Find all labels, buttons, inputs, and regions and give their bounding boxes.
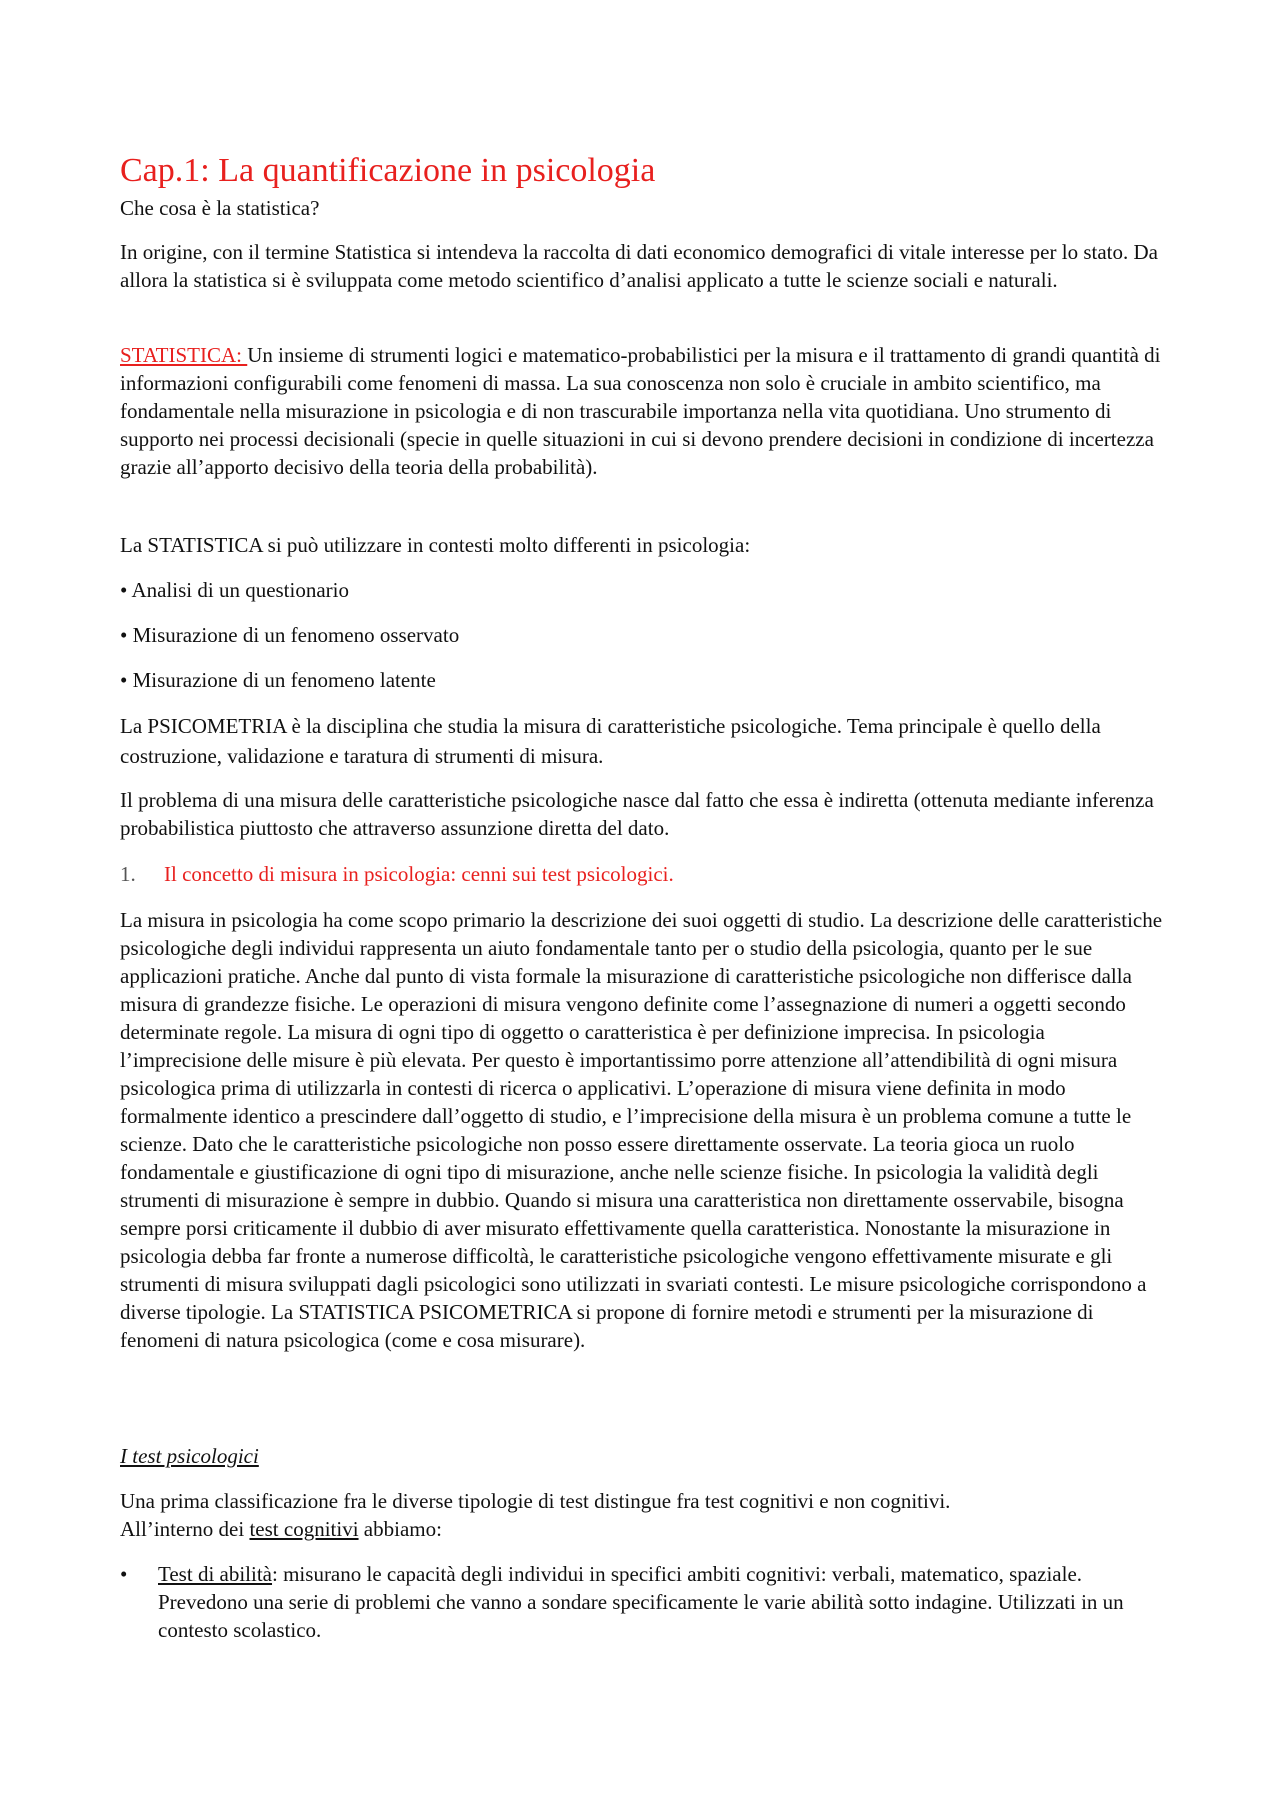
paragraph-classificazione: Una prima classificazione fra le diverse tipologie di test distingue fra test cognitivi e non cognitivi. All’interno dei test cognitivi abbiamo: bbox=[120, 1489, 951, 1541]
paragraph-psicometria: La PSICOMETRIA è la disciplina che studia la misura di caratteristiche psicologiche. Tema principale è quello della costruzione, validazione e taratura di strumenti di misura. bbox=[120, 714, 1101, 768]
paragraph-statistica-definition bbox=[120, 341, 1170, 481]
bullet-fenomeno-osservato: • Misurazione di un fenomeno osservato bbox=[120, 623, 460, 647]
paragraph-contexts: La STATISTICA si può utilizzare in contesti molto differenti in psicologia: bbox=[120, 533, 751, 557]
test-abilita-term: Test di abilità bbox=[158, 1562, 273, 1586]
section-title: Il concetto di misura in psicologia: cenni sui test psicologici. bbox=[164, 862, 674, 886]
paragraph-problema: Il problema di una misura delle caratteristiche psicologiche nasce dal fatto che essa è indiretta (ottenuta mediante inferenza probabilistica piuttosto che attraverso assunzione diretta del dato. bbox=[120, 788, 1154, 840]
bullet-dot: • bbox=[120, 1562, 128, 1586]
section-heading-1 bbox=[120, 860, 1170, 888]
statistica-label: STATISTICA: bbox=[120, 343, 248, 367]
test-cognitivi-term: test cognitivi bbox=[249, 1517, 359, 1541]
bullet-questionario: • Analisi di un questionario bbox=[120, 578, 350, 602]
test-psicologici-heading: I test psicologici bbox=[120, 1444, 259, 1468]
subtitle: Che cosa è la statistica? bbox=[120, 196, 320, 220]
paragraph-origin: In origine, con il termine Statistica si intendeva la raccolta di dati economico demografici di vitale interesse per lo stato. Da allora la statistica si è sviluppata come metodo scientifico d’analisi applicato a tutte le scienze sociali e naturali. bbox=[120, 240, 1158, 292]
paragraph-misura: La misura in psicologia ha come scopo primario la descrizione dei suoi oggetti di studio. La descrizione delle caratteristiche psicologiche degli individui rappresenta un aiuto fondamentale tanto per o studio della psicologia, quanto per le sue applicazioni pratiche. Anche dal punto di vista formale la misurazione di caratteristiche psicologiche non differisce dalla misura di grandezze fisiche. Le operazioni di misura vengono definite come l’assegnazione di numeri a oggetti secondo determinate regole. La misura di ogni tipo di oggetto o caratteristica è per definizione imprecisa. In psicologia l’imprecisione delle misure è più elevata. Per questo è importantissimo porre attenzione all’attendibilità di ogni misura psicologica prima di utilizzarla in contesti di ricerca o applicativi. L’operazione di misura viene definita in modo formalmente identico a prescindere dall’oggetto di studio, e l’imprecisione della misura è un problema comune a tutte le scienze. Dato che le caratteristiche psicologiche non posso essere direttamente osservate. La teoria gioca un ruolo fondamentale e giustificazione di ogni tipo di misurazione, anche nelle scienze fisiche. In psicologia la validità degli strumenti di misurazione è sempre in dubbio. Quando si misura una caratteristica non direttamente osservabile, bisogna sempre porsi criticamente il dubbio di aver misurato effettivamente quella caratteristica. Nonostante la misurazione in psicologia debba far fronte a numerose difficoltà, le caratteristiche psicologiche vengono effettivamente misurate e gli strumenti di misura sviluppati dagli psicologici sono utilizzati in svariati contesti. Le misure psicologiche corrispondono a diverse tipologie. La STATISTICA PSICOMETRICA si propone di fornire metodi e strumenti per la misurazione di fenomeni di natura psicologica (come e cosa misurare). bbox=[120, 908, 1163, 1352]
statistica-definition-text: Un insieme di strumenti logici e matematico-probabilistici per la misura e il trattamento di grandi quantità di informazioni configurabili come fenomeni di massa. La sua conoscenza non solo è cruciale in ambito scientifico, ma fondamentale nella misurazione in psicologia e di non trascurabile importanza nella vita quotidiana. Uno strumento di supporto nei processi decisionali (specie in quelle situazioni in cui si devono prendere decisioni in condizione di incertezza grazie all’apporto decisivo della teoria della probabilità). bbox=[120, 343, 1161, 479]
chapter-title: Cap.1: La quantificazione in psicologia bbox=[120, 152, 656, 189]
bullet-fenomeno-latente: • Misurazione di un fenomeno latente bbox=[120, 668, 436, 692]
test-abilita-text: Test di abilità: misurano le capacità degli individui in specifici ambiti cognitivi: verbali, matematico, spaziale. Prevedono una serie di problemi che vanno a sondare specificamente le varie abilità sotto indagine. Utilizzati in un contesto scolastico. bbox=[158, 1562, 1124, 1642]
section-number: 1. bbox=[120, 862, 136, 886]
